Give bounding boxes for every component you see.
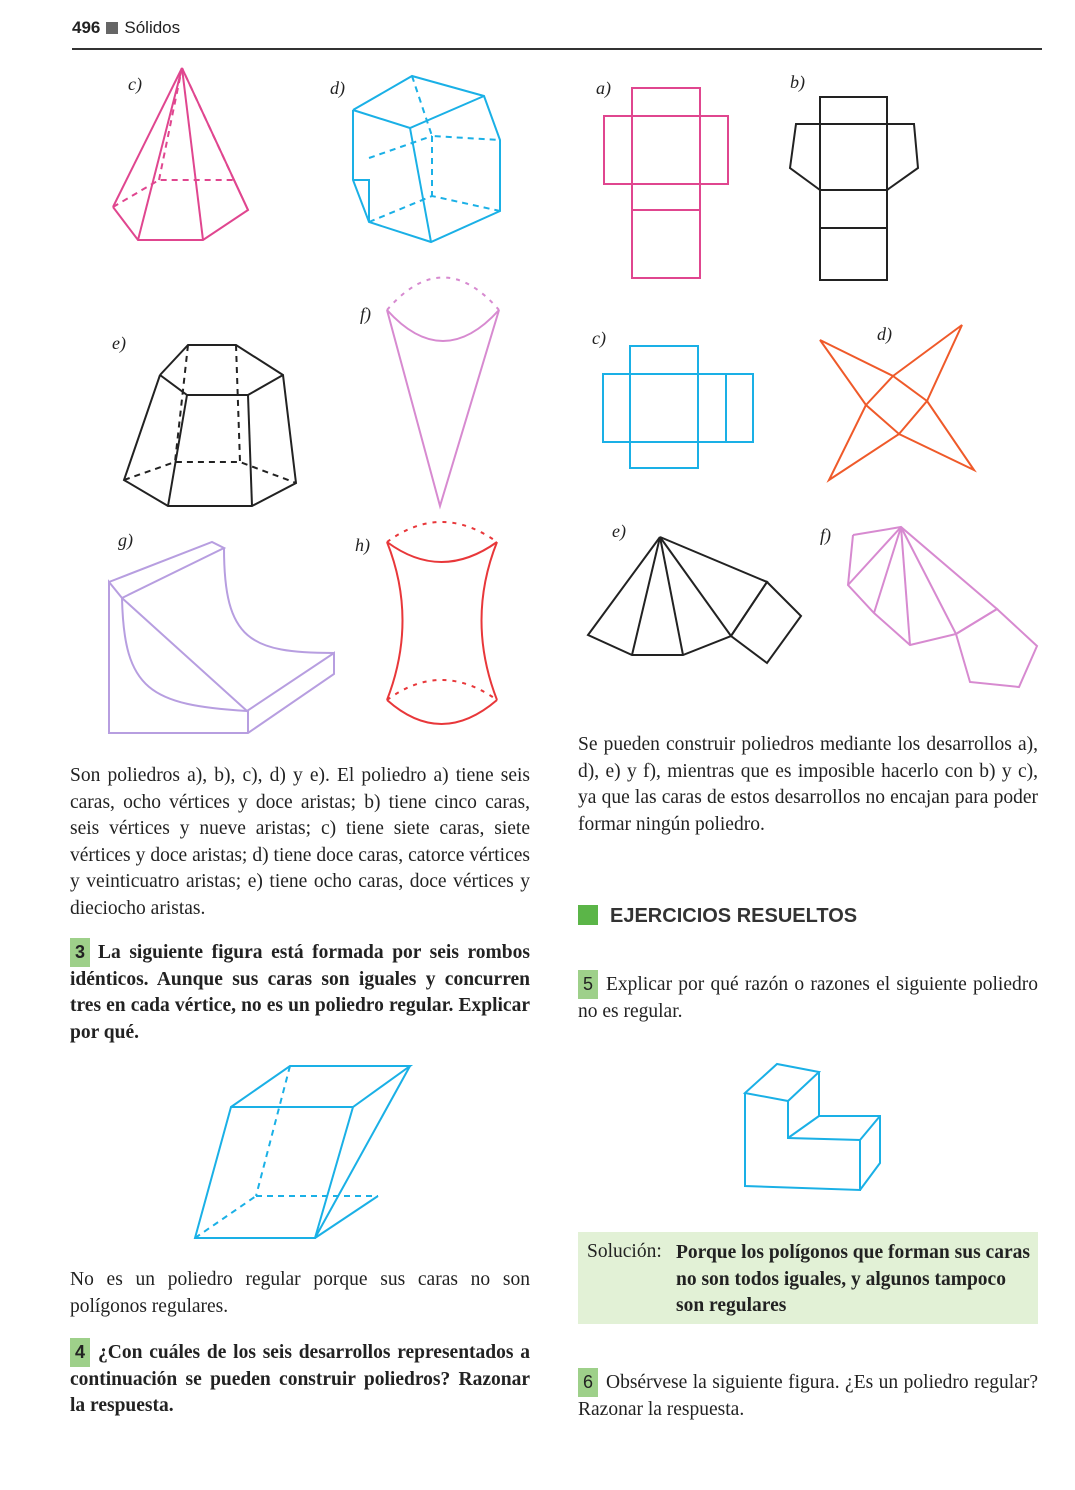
- section-name: Sólidos: [124, 18, 181, 37]
- exercise-4: [70, 1338, 530, 1420]
- label-solid-e: e): [112, 333, 126, 353]
- solution-box: [578, 1232, 1038, 1324]
- exercise-3-number: 3: [70, 938, 90, 967]
- exercise-6-number: 6: [578, 1368, 598, 1397]
- page-number: 496: [72, 18, 101, 37]
- label-solid-f: f): [360, 304, 371, 324]
- exercise-4-number: 4: [70, 1338, 90, 1367]
- exercise-3-question: La siguiente figura está formada por seis rombos idénticos. Aunque sus caras son iguales y concurren tres en cada vértice, no es un poliedro regular. Explicar por qué.: [70, 942, 530, 1043]
- label-solid-c: c): [128, 74, 142, 94]
- section-square-icon: [578, 905, 598, 925]
- header-square-icon: [106, 22, 118, 34]
- label-solid-h: h): [355, 535, 370, 555]
- exercise-5-question: Explicar por qué razón o razones el siguiente poliedro no es regular.: [578, 974, 1038, 1022]
- exercise-5: [578, 970, 1038, 1025]
- label-solid-d: d): [330, 78, 345, 98]
- label-net-e: e): [612, 521, 626, 541]
- poliedros-answer: Son poliedros a), b), c), d) y e). El poliedro a) tiene seis caras, ocho vértices y doce aristas; b) tiene cinco caras, seis vértices y nueve aristas; c) tiene siete caras, siete vértices y doce aristas; d) tiene doce caras, catorce vértices y veinticuatro aristas; e) tiene ocho caras, doce vértices y dieciocho aristas.: [70, 765, 530, 919]
- label-solid-g: g): [118, 530, 133, 550]
- exercise-5-number: 5: [578, 970, 598, 999]
- label-net-a: a): [596, 78, 611, 98]
- label-net-c: c): [592, 328, 606, 348]
- label-net-f: f): [820, 525, 831, 545]
- label-net-d: d): [877, 324, 892, 344]
- exercise-4-answer: Se pueden construir poliedros mediante los desarrollos a), d), e) y f), mientras que es imposible hacerlo con b) y c), ya que las caras de estos desarrollos no encajan para poder formar ningún poliedro.: [578, 734, 1038, 835]
- label-net-b: b): [790, 72, 805, 92]
- exercise-4-question: ¿Con cuáles de los seis desarrollos representados a continuación se pueden construir poliedros? Razonar la respuesta.: [70, 1342, 530, 1416]
- solution-label: Solución:: [587, 1241, 662, 1262]
- exercise-3: [70, 938, 530, 1046]
- exercise-3-answer: No es un poliedro regular porque sus caras no son polígonos regulares.: [70, 1269, 530, 1317]
- solution-text: Porque los polígonos que forman sus caras no son todos iguales, y algunos tampoco son regulares: [676, 1242, 1030, 1316]
- exercise-6-question: Obsérvese la siguiente figura. ¿Es un poliedro regular? Razonar la respuesta.: [578, 1372, 1038, 1420]
- section-heading: [578, 905, 857, 928]
- exercise-6: [578, 1368, 1038, 1423]
- section-title: EJERCICIOS RESUELTOS: [610, 905, 858, 927]
- l-shaped-polyhedron: [0, 0, 1, 1]
- page-header: [72, 18, 1042, 50]
